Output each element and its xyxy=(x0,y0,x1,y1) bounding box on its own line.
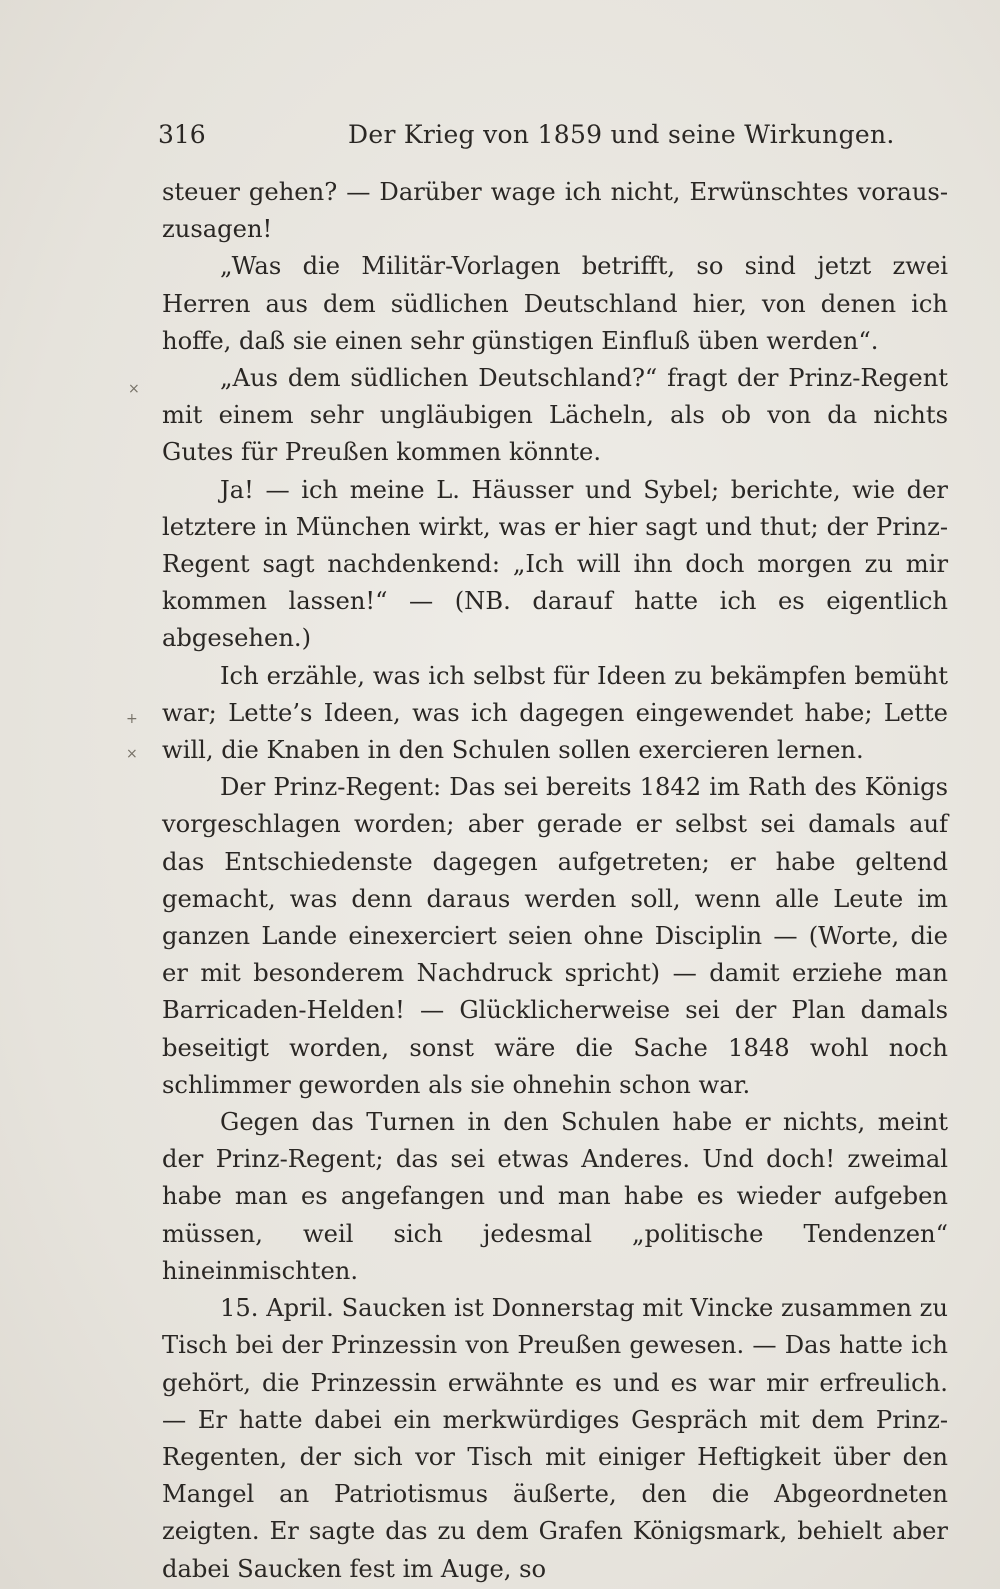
paragraph: Ich erzähle, was ich selbst für Ideen zu bekämpfen bemüht war; Lette’s Ideen, was ich dagegen eingewendet habe; Lette will, die Knaben in den Schulen sollen exercieren lernen. xyxy=(162,661,948,765)
paragraph: Ja! — ich meine L. Häusser und Sybel; berichte, wie der letztere in München wirkt, was er hier sagt und thut; der Prinz-Regent sagt nachdenkend: „Ich will ihn doch morgen zu mir kommen lassen!“ — (NB. darauf hatte ich es eigentlich abgesehen.) xyxy=(162,475,948,653)
paragraph: steuer gehen? — Darüber wage ich nicht, Erwünschtes voraus-zusagen! xyxy=(162,178,948,244)
paragraph: „Was die Militär-Vorlagen betrifft, so sind jetzt zwei Herren aus dem südlichen Deutschland hier, von denen ich hoffe, daß sie einen sehr günstigen Einfluß üben werden“. xyxy=(162,252,948,355)
paragraph: Gegen das Turnen in den Schulen habe er nichts, meint der Prinz-Regent; das sei etwas Anderes. Und doch! zweimal habe man es angefangen und man habe es wieder aufgeben müssen, weil sich jedesmal „politische Tendenzen“ hineinmischten. xyxy=(162,1108,948,1285)
page-header xyxy=(158,118,938,152)
running-title: Der Krieg von 1859 und seine Wirkungen. xyxy=(348,120,895,149)
paragraph: Der Prinz-Regent: Das sei bereits 1842 im Rath des Königs vorgeschlagen worden; aber gerade er selbst sei damals auf das Entschiedenste dagegen aufgetreten; er habe geltend gemacht, was denn daraus werden soll, wenn alle Leute im ganzen Lande einexerciert seien ohne Disciplin — (Worte, die er mit besonderem Nachdruck spricht) — damit erziehe man Barricaden-Helden! — Glücklicherweise sei der Plan damals beseitigt worden, sonst wäre die Sache 1848 wohl noch schlimmer geworden als sie ohnehin schon war. xyxy=(162,773,948,1099)
margin-mark: × xyxy=(126,746,138,762)
paragraph: „Aus dem südlichen Deutschland?“ fragt der Prinz-Regent mit einem sehr ungläubigen Lächeln, als ob von da nichts Gutes für Preußen kommen könnte. xyxy=(162,364,948,467)
margin-mark: + xyxy=(126,711,138,727)
paragraph: 15. April. Saucken ist Donnerstag mit Vincke zusammen zu Tisch bei der Prinzessin von Preußen gewesen. — Das hatte ich gehört, die Prinzessin erwähnte es und es war mir erfreulich. — Er hatte dabei ein merkwürdiges Gespräch mit dem Prinz-Regenten, der sich vor Tisch mit einiger Heftigkeit über den Mangel an Patriotismus äußerte, den die Abgeordneten zeigten. Er sagte das zu dem Grafen Königsmark, behielt aber dabei Saucken fest im Auge, so xyxy=(162,1294,948,1583)
margin-annotations xyxy=(0,0,160,1589)
page-number: 316 xyxy=(158,120,206,149)
body-text xyxy=(162,174,948,1583)
margin-mark: × xyxy=(128,381,140,397)
